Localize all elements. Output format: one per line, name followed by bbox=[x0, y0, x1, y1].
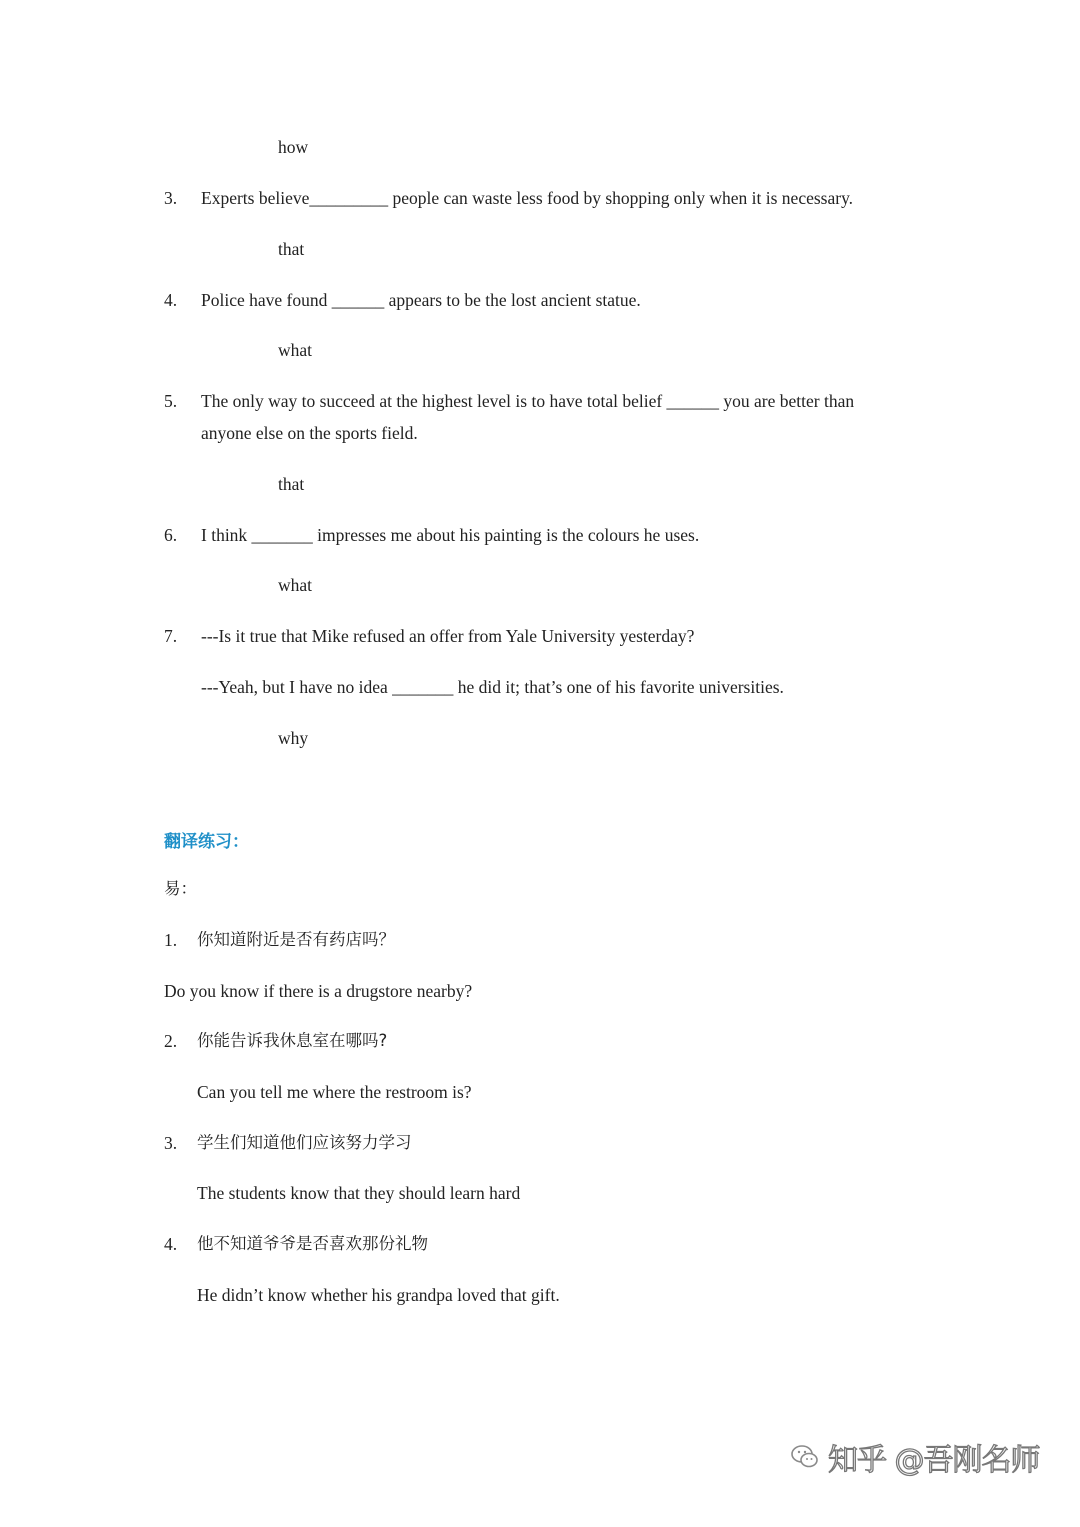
question-text: Police have found ______ appears to be the lost ancient statue. bbox=[201, 290, 641, 310]
english-translation: He didn’t know whether his grandpa loved that gift. bbox=[197, 1285, 560, 1305]
watermark bbox=[790, 1432, 1060, 1482]
question-number: 4. bbox=[164, 290, 178, 310]
wechat-icon bbox=[790, 1443, 820, 1471]
item-number: 4. bbox=[164, 1234, 178, 1254]
chinese-sentence: 他不知道爷爷是否喜欢那份礼物 bbox=[197, 1234, 428, 1253]
english-translation: The students know that they should learn hard bbox=[197, 1183, 521, 1203]
answer: that bbox=[278, 474, 305, 494]
item-number: 1. bbox=[164, 930, 178, 950]
chinese-sentence: 学生们知道他们应该努力学习 bbox=[197, 1133, 412, 1152]
question-number: 5. bbox=[164, 391, 178, 411]
english-translation: Can you tell me where the restroom is? bbox=[197, 1082, 472, 1102]
question-text: ---Is it true that Mike refused an offer from Yale University yesterday? bbox=[201, 626, 695, 646]
answer: what bbox=[278, 340, 313, 360]
watermark-text: 知乎 @吾刚名师 bbox=[828, 1443, 1040, 1478]
answer-q2: how bbox=[278, 137, 309, 157]
answer: why bbox=[278, 728, 309, 748]
question-number: 6. bbox=[164, 525, 178, 545]
english-translation: Do you know if there is a drugstore nearby? bbox=[164, 981, 473, 1001]
question-text: Experts believe_________ people can waste less food by shopping only when it is necessary. bbox=[201, 188, 854, 208]
difficulty-label: 易： bbox=[164, 879, 197, 898]
answer: that bbox=[278, 239, 305, 259]
section-heading: 翻译练习： bbox=[164, 832, 249, 852]
item-number: 2. bbox=[164, 1031, 178, 1051]
question-number: 3. bbox=[164, 188, 178, 208]
question-number: 7. bbox=[164, 626, 178, 646]
chinese-sentence: 你知道附近是否有药店吗？ bbox=[197, 930, 395, 949]
question-reply: ---Yeah, but I have no idea _______ he did it; that’s one of his favorite universities. bbox=[201, 677, 784, 697]
question-text: I think _______ impresses me about his painting is the colours he uses. bbox=[201, 525, 700, 545]
answer: what bbox=[278, 575, 313, 595]
question-text: The only way to succeed at the highest level is to have total belief ______ you are better than bbox=[201, 391, 855, 411]
item-number: 3. bbox=[164, 1133, 178, 1153]
chinese-sentence: 你能告诉我休息室在哪吗? bbox=[197, 1031, 388, 1050]
question-text-continued: anyone else on the sports field. bbox=[201, 423, 418, 443]
